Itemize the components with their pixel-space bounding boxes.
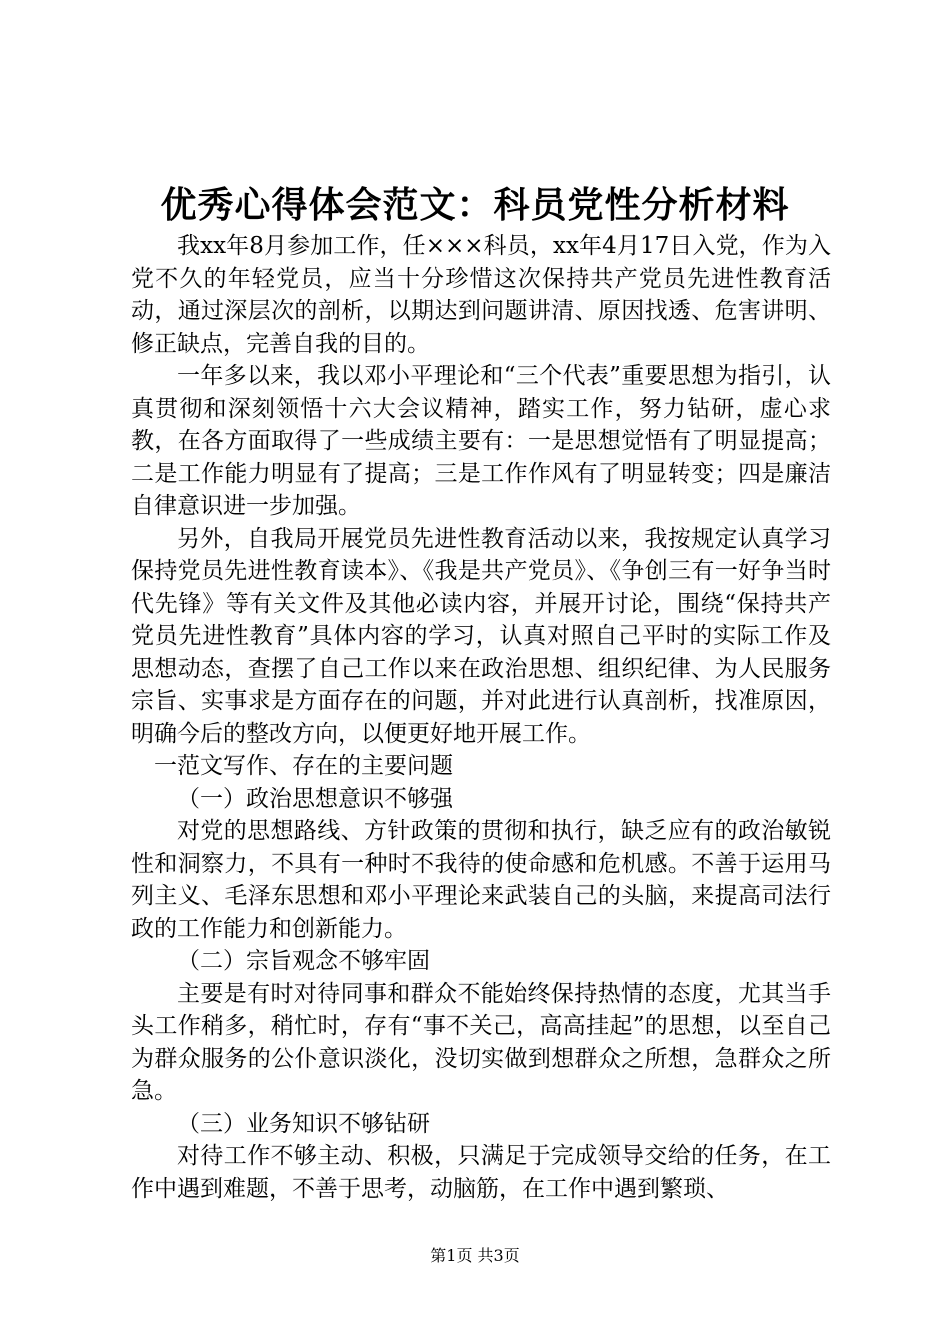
paragraph-achievements: 一年多以来，我以邓小平理论和“三个代表”重要思想为指引，认真贯彻和深刻领悟十六大会议精神，踏实工作，努力钻研，虚心求教，在各方面取得了一些成绩主要有：一是思想觉悟有了明显提高；二是工作能力明显有了提高；三是工作作风有了明显转变；四是廉洁自律意识进一步加强。 xyxy=(131,363,831,519)
paragraph-intro: 我xx年8月参加工作，任×××科员，xx年4月17日入党，作为入党不久的年轻党员，应当十分珍惜这次保持共产党员先进性教育活动，通过深层次的剖析，以期达到问题讲清、原因找透、危害讲明、修正缺点，完善自我的目的。 xyxy=(131,233,831,357)
sub-section-text-3: 对待工作不够主动、积极，只满足于完成领导交给的任务，在工作中遇到难题，不善于思考，动脑筋，在工作中遇到繁琐、 xyxy=(131,1143,831,1202)
section-heading: 一范文写作、存在的主要问题 xyxy=(154,753,453,779)
sub-section-text-2: 主要是有时对待同事和群众不能始终保持热情的态度，尤其当手头工作稍多，稍忙时，存有“事不关己，高高挂起”的思想，以至自己为群众服务的公仆意识淡化，没切实做到想群众之所想，急群众之所急。 xyxy=(131,980,831,1104)
sub-section-heading-3: （三）业务知识不够钻研 xyxy=(177,1110,430,1137)
sub-section-heading-1: （一）政治思想意识不够强 xyxy=(177,785,453,812)
sub-section-text-1: 对党的思想路线、方针政策的贯彻和执行，缺乏应有的政治敏锐性和洞察力，不具有一种时不我待的使命感和危机感。不善于运用马列主义、毛泽东思想和邓小平理论来武装自己的头脑，来提高司法行政的工作能力和创新能力。 xyxy=(131,818,831,942)
sub-section-heading-2: （二）宗旨观念不够牢固 xyxy=(177,948,430,974)
document-body xyxy=(131,230,831,1205)
document-title: 优秀心得体会范文：科员党性分析材料 xyxy=(160,184,790,226)
page-footer: 第1页 共3页 xyxy=(430,1246,520,1265)
paragraph-study: 另外，自我局开展党员先进性教育活动以来，我按规定认真学习保持党员先进性教育读本》、《我是共产党员》、《争创三有一好争当时代先锋》等有关文件及其他必读内容，并展开讨论，围绕“保持共产党员先进性教育”具体内容的学习，认真对照自己平时的实际工作及思想动态，查摆了自己工作以来在政治思想、组织纪律、为人民服务宗旨、实事求是方面存在的问题，并对此进行认真剖析，找准原因，明确今后的整改方向，以便更好地开展工作。 xyxy=(131,525,831,747)
